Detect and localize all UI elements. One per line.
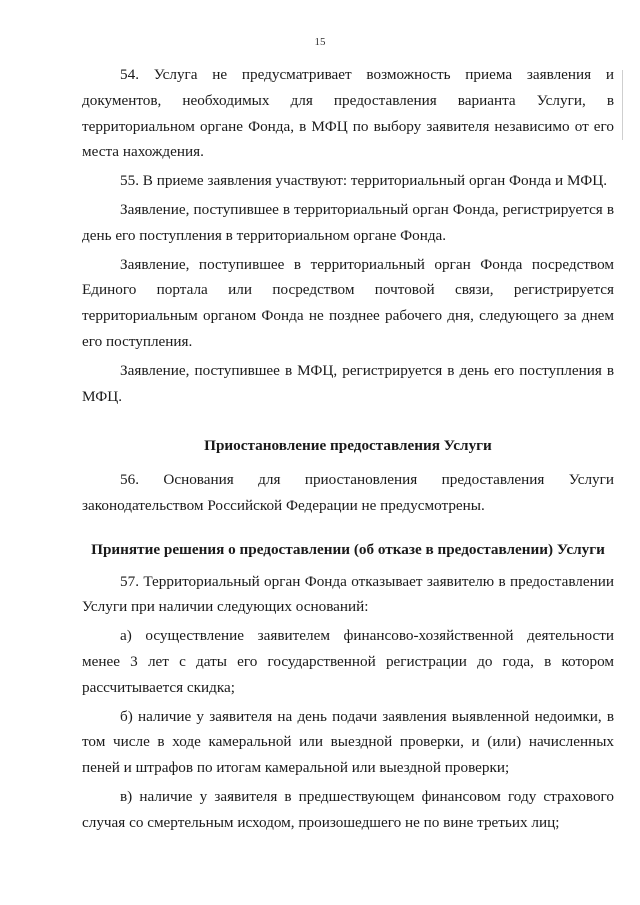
- heading-decision: Принятие решения о предоставлении (об отказе в предоставлении) Услуги: [91, 540, 605, 558]
- paragraph-57: 57. Территориальный орган Фонда отказывает заявителю в предоставлении Услуги при наличии следующих оснований:: [82, 572, 614, 616]
- paragraph-57-b: б) наличие у заявителя на день подачи заявления выявленной недоимки, в том числе в ходе камеральной или выездной проверки, и (или) начисленных пеней и штрафов по итогам камеральной или выездной проверки;: [82, 707, 614, 777]
- paragraph-55: 55. В приеме заявления участвуют: территориальный орган Фонда и МФЦ.: [120, 172, 608, 190]
- heading-suspension: Приостановление предоставления Услуги: [204, 437, 492, 455]
- paragraph-registration-fund: Заявление, поступившее в территориальный орган Фонда, регистрируется в день его поступления в территориальном органе Фонда.: [82, 200, 614, 244]
- page-number: 15: [314, 36, 326, 48]
- paragraph-54: 54. Услуга не предусматривает возможность приема заявления и документов, необходимых для предоставления варианта Услуги, в территориальном органе Фонда, в МФЦ по выбору заявителя независимо от его места нахождения.: [82, 66, 614, 161]
- paragraph-57-a: а) осуществление заявителем финансово-хозяйственной деятельности менее 3 лет с даты его государственной регистрации до года, в котором рассчитывается скидка;: [82, 627, 614, 696]
- scan-edge-mark: [622, 70, 623, 140]
- paragraph-57-v: в) наличие у заявителя в предшествующем финансовом году страхового случая со смертельным исходом, произошедшего не по вине третьих лиц;: [82, 787, 614, 831]
- paragraph-registration-mfc: Заявление, поступившее в МФЦ, регистрируется в день его поступления в МФЦ.: [82, 361, 614, 405]
- document-body: [82, 62, 614, 839]
- paragraph-registration-portal: Заявление, поступившее в территориальный орган Фонда посредством Единого портала или посредством почтовой связи, регистрируется территориальным органом Фонда не позднее рабочего дня, следующего за днем его поступления.: [82, 255, 614, 350]
- paragraph-56: 56. Основания для приостановления предоставления Услуги законодательством Российской Федерации не предусмотрены.: [82, 471, 614, 514]
